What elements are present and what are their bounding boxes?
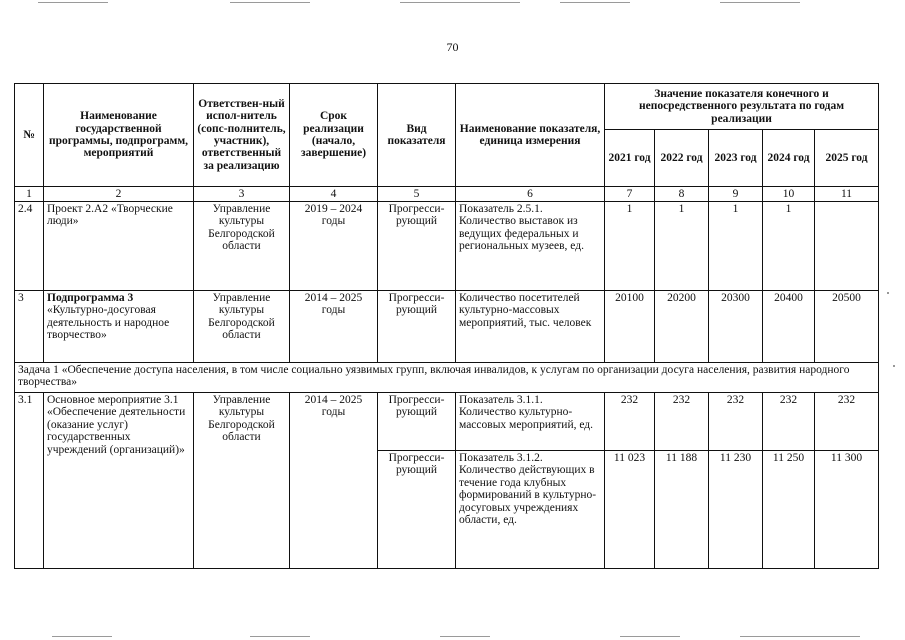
scan-edge-line xyxy=(440,636,490,637)
row-value: 11 250 xyxy=(763,451,815,569)
header-responsible: Ответствен-ный испол-нитель (сопс-полнитель, участник), ответственный за реализацию xyxy=(194,84,290,187)
row-term: 2019 – 2024 годы xyxy=(290,202,378,291)
row-value: 232 xyxy=(815,393,879,451)
row-indicator: Показатель 3.1.1. Количество культурно-массовых мероприятий, ед. xyxy=(456,393,605,451)
row-kind: Прогресси-рующий xyxy=(378,393,456,451)
row-num: 2.4 xyxy=(15,202,44,291)
column-number: 9 xyxy=(709,187,763,202)
column-number: 3 xyxy=(194,187,290,202)
row-kind: Прогресси-рующий xyxy=(378,291,456,363)
row-value: 1 xyxy=(709,202,763,291)
column-number: 1 xyxy=(15,187,44,202)
row-value: 1 xyxy=(763,202,815,291)
row-name: Основное мероприятие 3.1 «Обеспечение деятельности (оказание услуг) государственных учреждений (организаций)» xyxy=(44,393,194,569)
row-num: 3 xyxy=(15,291,44,363)
table-row xyxy=(15,291,879,363)
header-indicator: Наименование показателя, единица измерения xyxy=(456,84,605,187)
row-name: Проект 2.А2 «Творческие люди» xyxy=(44,202,194,291)
column-number: 2 xyxy=(44,187,194,202)
column-number: 10 xyxy=(763,187,815,202)
header-year-2023: 2023 год xyxy=(709,130,763,187)
row-kind: Прогресси-рующий xyxy=(378,451,456,569)
row-value: 11 023 xyxy=(605,451,655,569)
row-num: 3.1 xyxy=(15,393,44,569)
scan-artifact xyxy=(887,292,889,294)
scan-edge-line xyxy=(400,2,520,3)
scan-edge-line xyxy=(560,2,630,3)
scan-edge-line xyxy=(38,2,108,3)
row-indicator: Количество посетителей культурно-массовых мероприятий, тыс. человек xyxy=(456,291,605,363)
row-value: 232 xyxy=(709,393,763,451)
row-name xyxy=(44,291,194,363)
header-year-2021: 2021 год xyxy=(605,130,655,187)
column-number: 8 xyxy=(655,187,709,202)
header-kind: Вид показателя xyxy=(378,84,456,187)
row-value: 232 xyxy=(605,393,655,451)
column-number: 11 xyxy=(815,187,879,202)
row-indicator: Показатель 3.1.2. Количество действующих в течение года клубных формирований в культурно-досуговых учреждениях области, ед. xyxy=(456,451,605,569)
scan-edge-line xyxy=(250,636,310,637)
row-value: 232 xyxy=(763,393,815,451)
row-value: 232 xyxy=(655,393,709,451)
table-row xyxy=(15,202,879,291)
header-year-2022: 2022 год xyxy=(655,130,709,187)
column-number-row xyxy=(15,187,879,202)
header-name: Наименование государственной программы, подпрограмм, мероприятий xyxy=(44,84,194,187)
row-responsible: Управление культуры Белгородской области xyxy=(194,291,290,363)
column-number: 7 xyxy=(605,187,655,202)
row-indicator: Показатель 2.5.1. Количество выставок из ведущих федеральных и региональных музеев, ед. xyxy=(456,202,605,291)
scan-edge-line xyxy=(52,636,112,637)
subprogram-name: «Культурно-досуговая деятельность и народное творчество» xyxy=(47,304,170,342)
scan-artifact xyxy=(893,365,895,367)
row-term: 2014 – 2025 годы xyxy=(290,291,378,363)
program-table xyxy=(14,83,879,569)
column-number: 4 xyxy=(290,187,378,202)
row-value: 20100 xyxy=(605,291,655,363)
row-kind: Прогресси-рующий xyxy=(378,202,456,291)
row-value: 1 xyxy=(655,202,709,291)
scan-edge-line xyxy=(740,636,860,637)
row-value: 20400 xyxy=(763,291,815,363)
task-row xyxy=(15,363,879,393)
column-number: 6 xyxy=(456,187,605,202)
header-year-2025: 2025 год xyxy=(815,130,879,187)
row-value xyxy=(815,202,879,291)
row-value: 20300 xyxy=(709,291,763,363)
table-row xyxy=(15,393,879,451)
row-value: 11 230 xyxy=(709,451,763,569)
row-term: 2014 – 2025 годы xyxy=(290,393,378,569)
row-responsible: Управление культуры Белгородской области xyxy=(194,393,290,569)
task-text: Задача 1 «Обеспечение доступа населения, в том числе социально уязвимых групп, включая инвалидов, к услугам по организации досуга населения, развития народного творчества» xyxy=(15,363,879,393)
header-term: Срок реализации (начало, завершение) xyxy=(290,84,378,187)
row-value: 11 300 xyxy=(815,451,879,569)
row-value: 1 xyxy=(605,202,655,291)
header-num: № xyxy=(15,84,44,187)
row-value: 11 188 xyxy=(655,451,709,569)
scan-edge-line xyxy=(230,2,310,3)
scan-edge-line xyxy=(620,636,680,637)
header-values-group: Значение показателя конечного и непосредственного результата по годам реализации xyxy=(605,84,879,130)
subprogram-title: Подпрограмма 3 xyxy=(47,292,134,304)
row-value: 20200 xyxy=(655,291,709,363)
row-responsible: Управление культуры Белгородской области xyxy=(194,202,290,291)
row-value: 20500 xyxy=(815,291,879,363)
header-year-2024: 2024 год xyxy=(763,130,815,187)
scan-edge-line xyxy=(720,2,800,3)
column-number: 5 xyxy=(378,187,456,202)
page-number: 70 xyxy=(446,40,459,54)
